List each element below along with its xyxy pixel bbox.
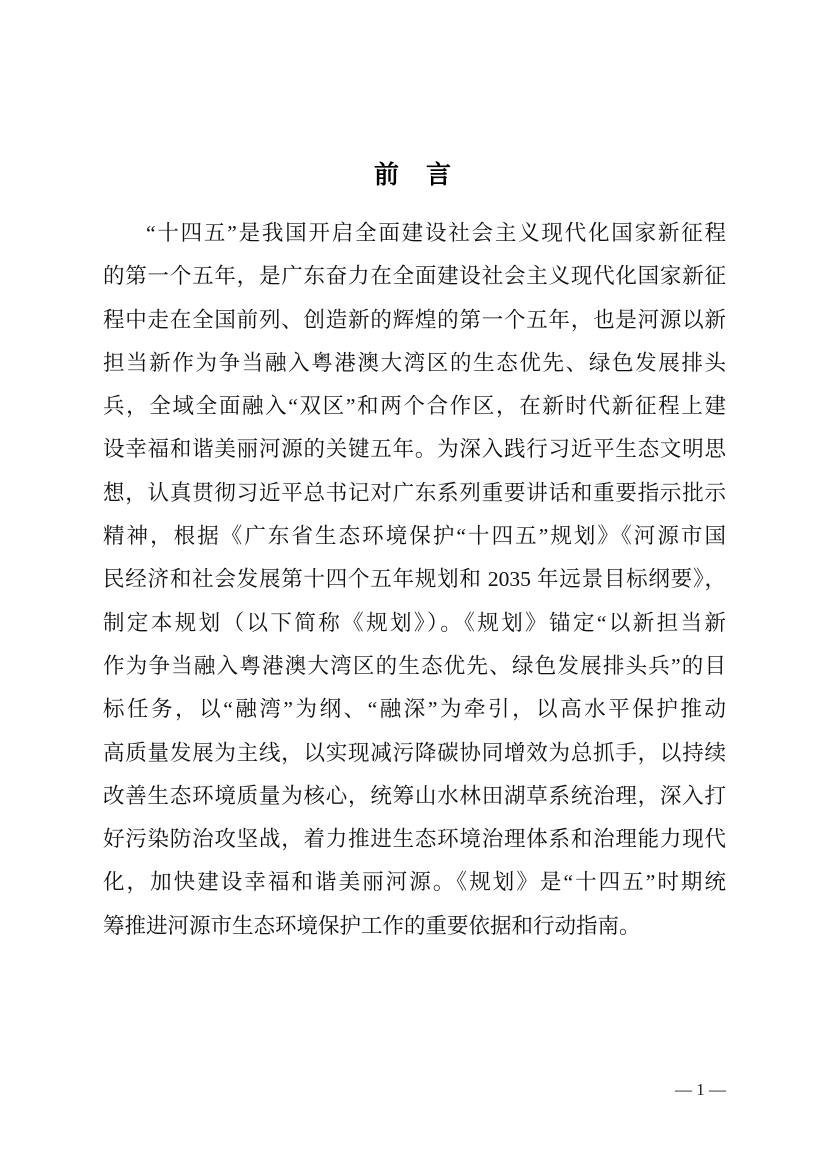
paragraph-line: 高质量发展为主线，以实现减污降碳协同增效为总抓手，以持续 [103, 740, 726, 765]
preface-paragraph [103, 212, 726, 948]
paragraph-line: 化，加快建设幸福和谐美丽河源。《规划》是“十四五”时期统 [103, 870, 726, 895]
paragraph-line: 设幸福和谐美丽河源的关键五年。为深入践行习近平生态文明思 [103, 437, 726, 462]
paragraph-line: 好污染防治攻坚战，着力推进生态环境治理体系和治理能力现代 [103, 827, 726, 852]
page-title: 前 言 [373, 161, 452, 189]
paragraph-line: 作为争当融入粤港澳大湾区的生态优先、绿色发展排头兵”的目 [103, 653, 726, 678]
paragraph-line: 的第一个五年，是广东奋力在全面建设社会主义现代化国家新征 [103, 264, 726, 289]
page-number: — 1 — [675, 1080, 726, 1099]
paragraph-line: “十四五”是我国开启全面建设社会主义现代化国家新征程 [146, 221, 726, 245]
paragraph-line: 想，认真贯彻习近平总书记对广东系列重要讲话和重要指示批示 [103, 480, 726, 505]
paragraph-line: 担当新作为争当融入粤港澳大湾区的生态优先、绿色发展排头 [103, 350, 726, 375]
paragraph-line: 标任务，以“融湾”为纲、“融深”为牵引，以高水平保护推动 [103, 697, 726, 722]
paragraph-line: 程中走在全国前列、创造新的辉煌的第一个五年，也是河源以新 [103, 307, 726, 332]
paragraph-line: 民经济和社会发展第十四个五年规划和 2035 年远景目标纲要》， [103, 567, 726, 592]
paragraph-line: 改善生态环境质量为核心，统筹山水林田湖草系统治理，深入打 [103, 783, 726, 808]
paragraph-line: 精神，根据《广东省生态环境保护“十四五”规划》《河源市国 [103, 524, 726, 549]
paragraph-line: 兵，全域全面融入“双区”和两个合作区，在新时代新征程上建 [103, 394, 726, 419]
paragraph-line: 制定本规划（以下简称《规划》）。《规划》锚定“以新担当新 [103, 610, 726, 635]
paragraph-line: 筹推进河源市生态环境保护工作的重要依据和行动指南。 [103, 913, 641, 938]
